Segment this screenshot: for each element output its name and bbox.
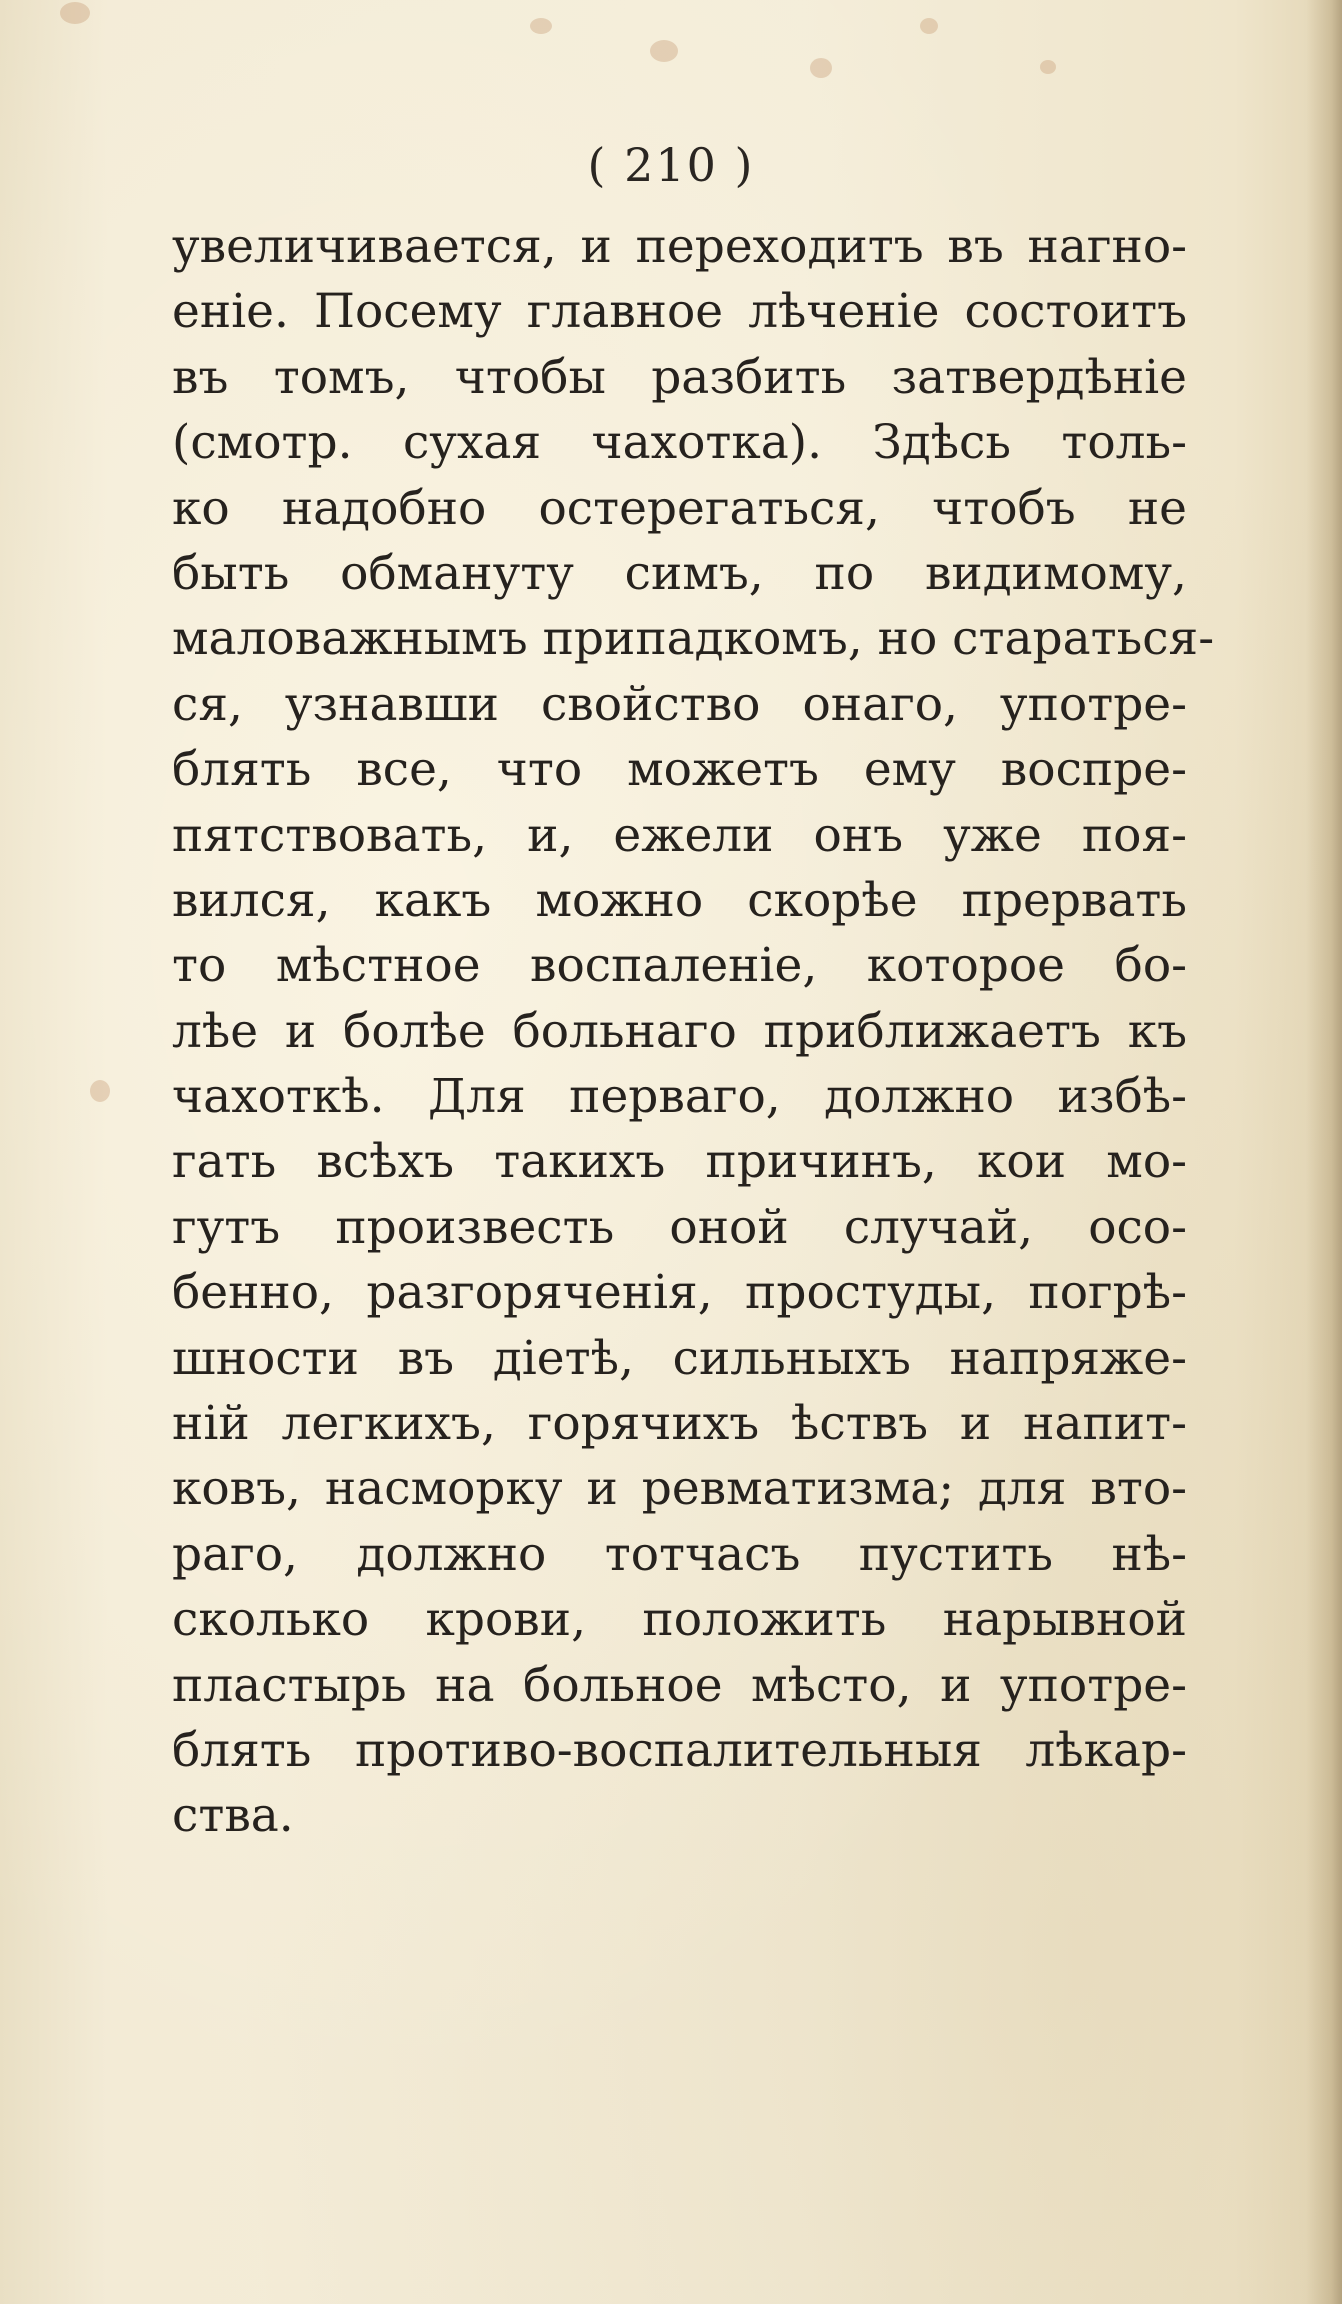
text-line: пятствовать, и, ежели онъ уже поя-	[172, 807, 1187, 863]
text-line: маловажнымъ припадкомъ, но стараться-	[172, 611, 1215, 667]
text-line: въ томъ, чтобы разбить затвердѣніе	[172, 349, 1187, 405]
page-number: ( 210 )	[587, 138, 755, 192]
text-line: бенно, разгоряченія, простуды, погрѣ-	[172, 1265, 1187, 1321]
text-line: ся, узнавши свойство онаго, употре-	[172, 676, 1187, 732]
foxing-spot	[60, 2, 90, 24]
foxing-spot	[1040, 60, 1056, 74]
foxing-spot	[530, 18, 552, 34]
foxing-spot	[920, 18, 938, 34]
text-line: ній легкихъ, горячихъ ѣствъ и напит-	[172, 1396, 1187, 1452]
foxing-spot	[650, 40, 678, 62]
page-edge-shadow	[1306, 0, 1342, 2304]
text-line: чахоткѣ. Для перваго, должно избѣ-	[172, 1069, 1187, 1125]
body-text	[172, 214, 1215, 1849]
text-line: блять все, что можетъ ему воспре-	[172, 742, 1187, 798]
text-line: пластырь на больное мѣсто, и употре-	[172, 1657, 1187, 1713]
text-line: шности въ діетѣ, сильныхъ напряже-	[172, 1330, 1187, 1386]
text-line: раго, должно тотчасъ пустить нѣ-	[172, 1526, 1187, 1582]
text-line: еніе. Посему главное лѣченіе состоитъ	[172, 284, 1187, 340]
text-line: сколько крови, положить нарывной	[172, 1592, 1187, 1648]
text-line: ко надобно остерегаться, чтобъ не	[172, 480, 1187, 536]
text-line: гутъ произвесть оной случай, осо-	[172, 1199, 1187, 1255]
foxing-spot	[90, 1080, 110, 1102]
text-line: увеличивается, и переходитъ въ нагно-	[172, 219, 1187, 274]
text-line: быть обмануту симъ, по видимому,	[172, 545, 1187, 601]
text-line: (смотр. сухая чахотка). Здѣсь толь-	[172, 415, 1187, 471]
text-line: вился, какъ можно скорѣе прервать	[172, 872, 1187, 928]
text-line: гать всѣхъ такихъ причинъ, кои мо-	[172, 1134, 1187, 1190]
foxing-spot	[810, 58, 832, 78]
text-line-last: ства.	[172, 1788, 294, 1844]
text-line: лѣе и болѣе больнаго приближаетъ къ	[172, 1003, 1187, 1059]
text-line: блять противо-воспалительныя лѣкар-	[172, 1722, 1187, 1778]
text-line: то мѣстное воспаленіе, которое бо-	[172, 938, 1187, 994]
text-line: ковъ, насморку и ревматизма; для вто-	[172, 1461, 1187, 1517]
